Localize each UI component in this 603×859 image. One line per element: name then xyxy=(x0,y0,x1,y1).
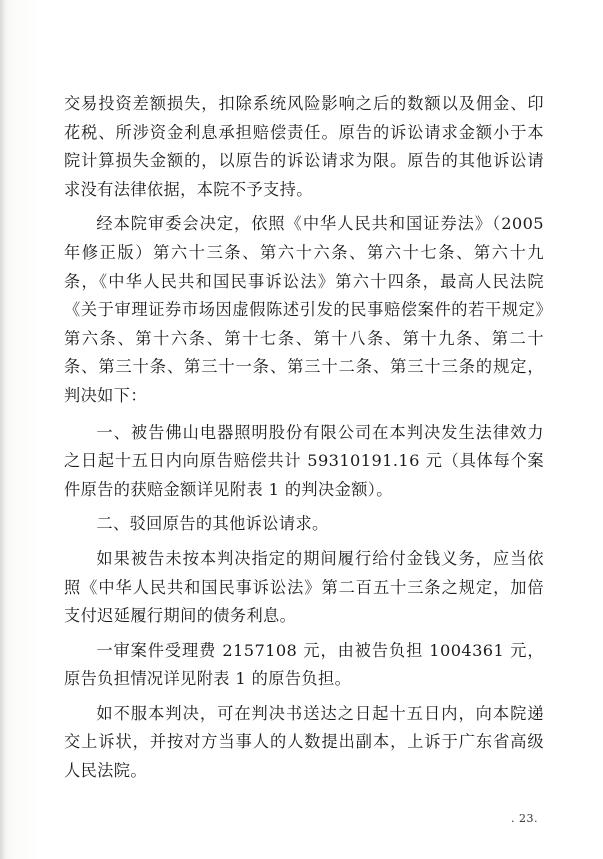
paragraph-late-interest: 如果被告未按本判决指定的期间履行给付金钱义务，应当依照《中华人民共和国民事诉讼法》第二百五十三条之规定，加倍支付迟延履行期间的债务利息。 xyxy=(64,548,544,626)
paragraph-ruling-compensation: 一、被告佛山电器照明股份有限公司在本判决发生法律效力之日起十五日内向原告赔偿共计 59310191.16 元（具体每个案件原告的获赔金额详见附表 1 的判决金额）。 xyxy=(64,422,544,499)
scan-edge-shadow xyxy=(0,0,6,859)
paragraph-court-fees: 一审案件受理费 2157108 元，由被告负担 1004361 元，原告负担情况详见附表 1 的原告负担。 xyxy=(64,640,544,689)
paragraph-appeal-notice: 如不服本判决，可在判决书送达之日起十五日内，向本院递交上诉状，并按对方当事人的人数提出副本，上诉于广东省高级人民法院。 xyxy=(64,703,544,781)
page-number: . 23. xyxy=(511,812,538,825)
paragraph-ruling-dismissal: 二、驳回原告的其他诉讼请求。 xyxy=(96,514,329,534)
judgment-body xyxy=(64,90,544,786)
paragraph-legal-basis: 经本院审委会决定，依照《中华人民共和国证券法》（2005年修正版）第六十三条、第六十六条、第六十七条、第六十九条，《中华人民共和国民事诉讼法》第六十四条，最高人民法院《关于审理证券市场因虚假陈述引发的民事赔偿案件的若干规定》第六条、第十六条、第十七条、第十八条、第十九条、第二十条、第三十条、第三十一条、第三十二条、第三十三条的规定，判决如下： xyxy=(64,214,544,405)
paragraph-loss-calculation: 交易投资差额损失，扣除系统风险影响之后的数额以及佣金、印花税、所涉资金利息承担赔偿责任。原告的诉讼请求金额小于本院计算损失金额的，以原告的诉讼请求为限。原告的其他诉讼请求没有法律依据，本院不予支持。 xyxy=(64,94,544,199)
